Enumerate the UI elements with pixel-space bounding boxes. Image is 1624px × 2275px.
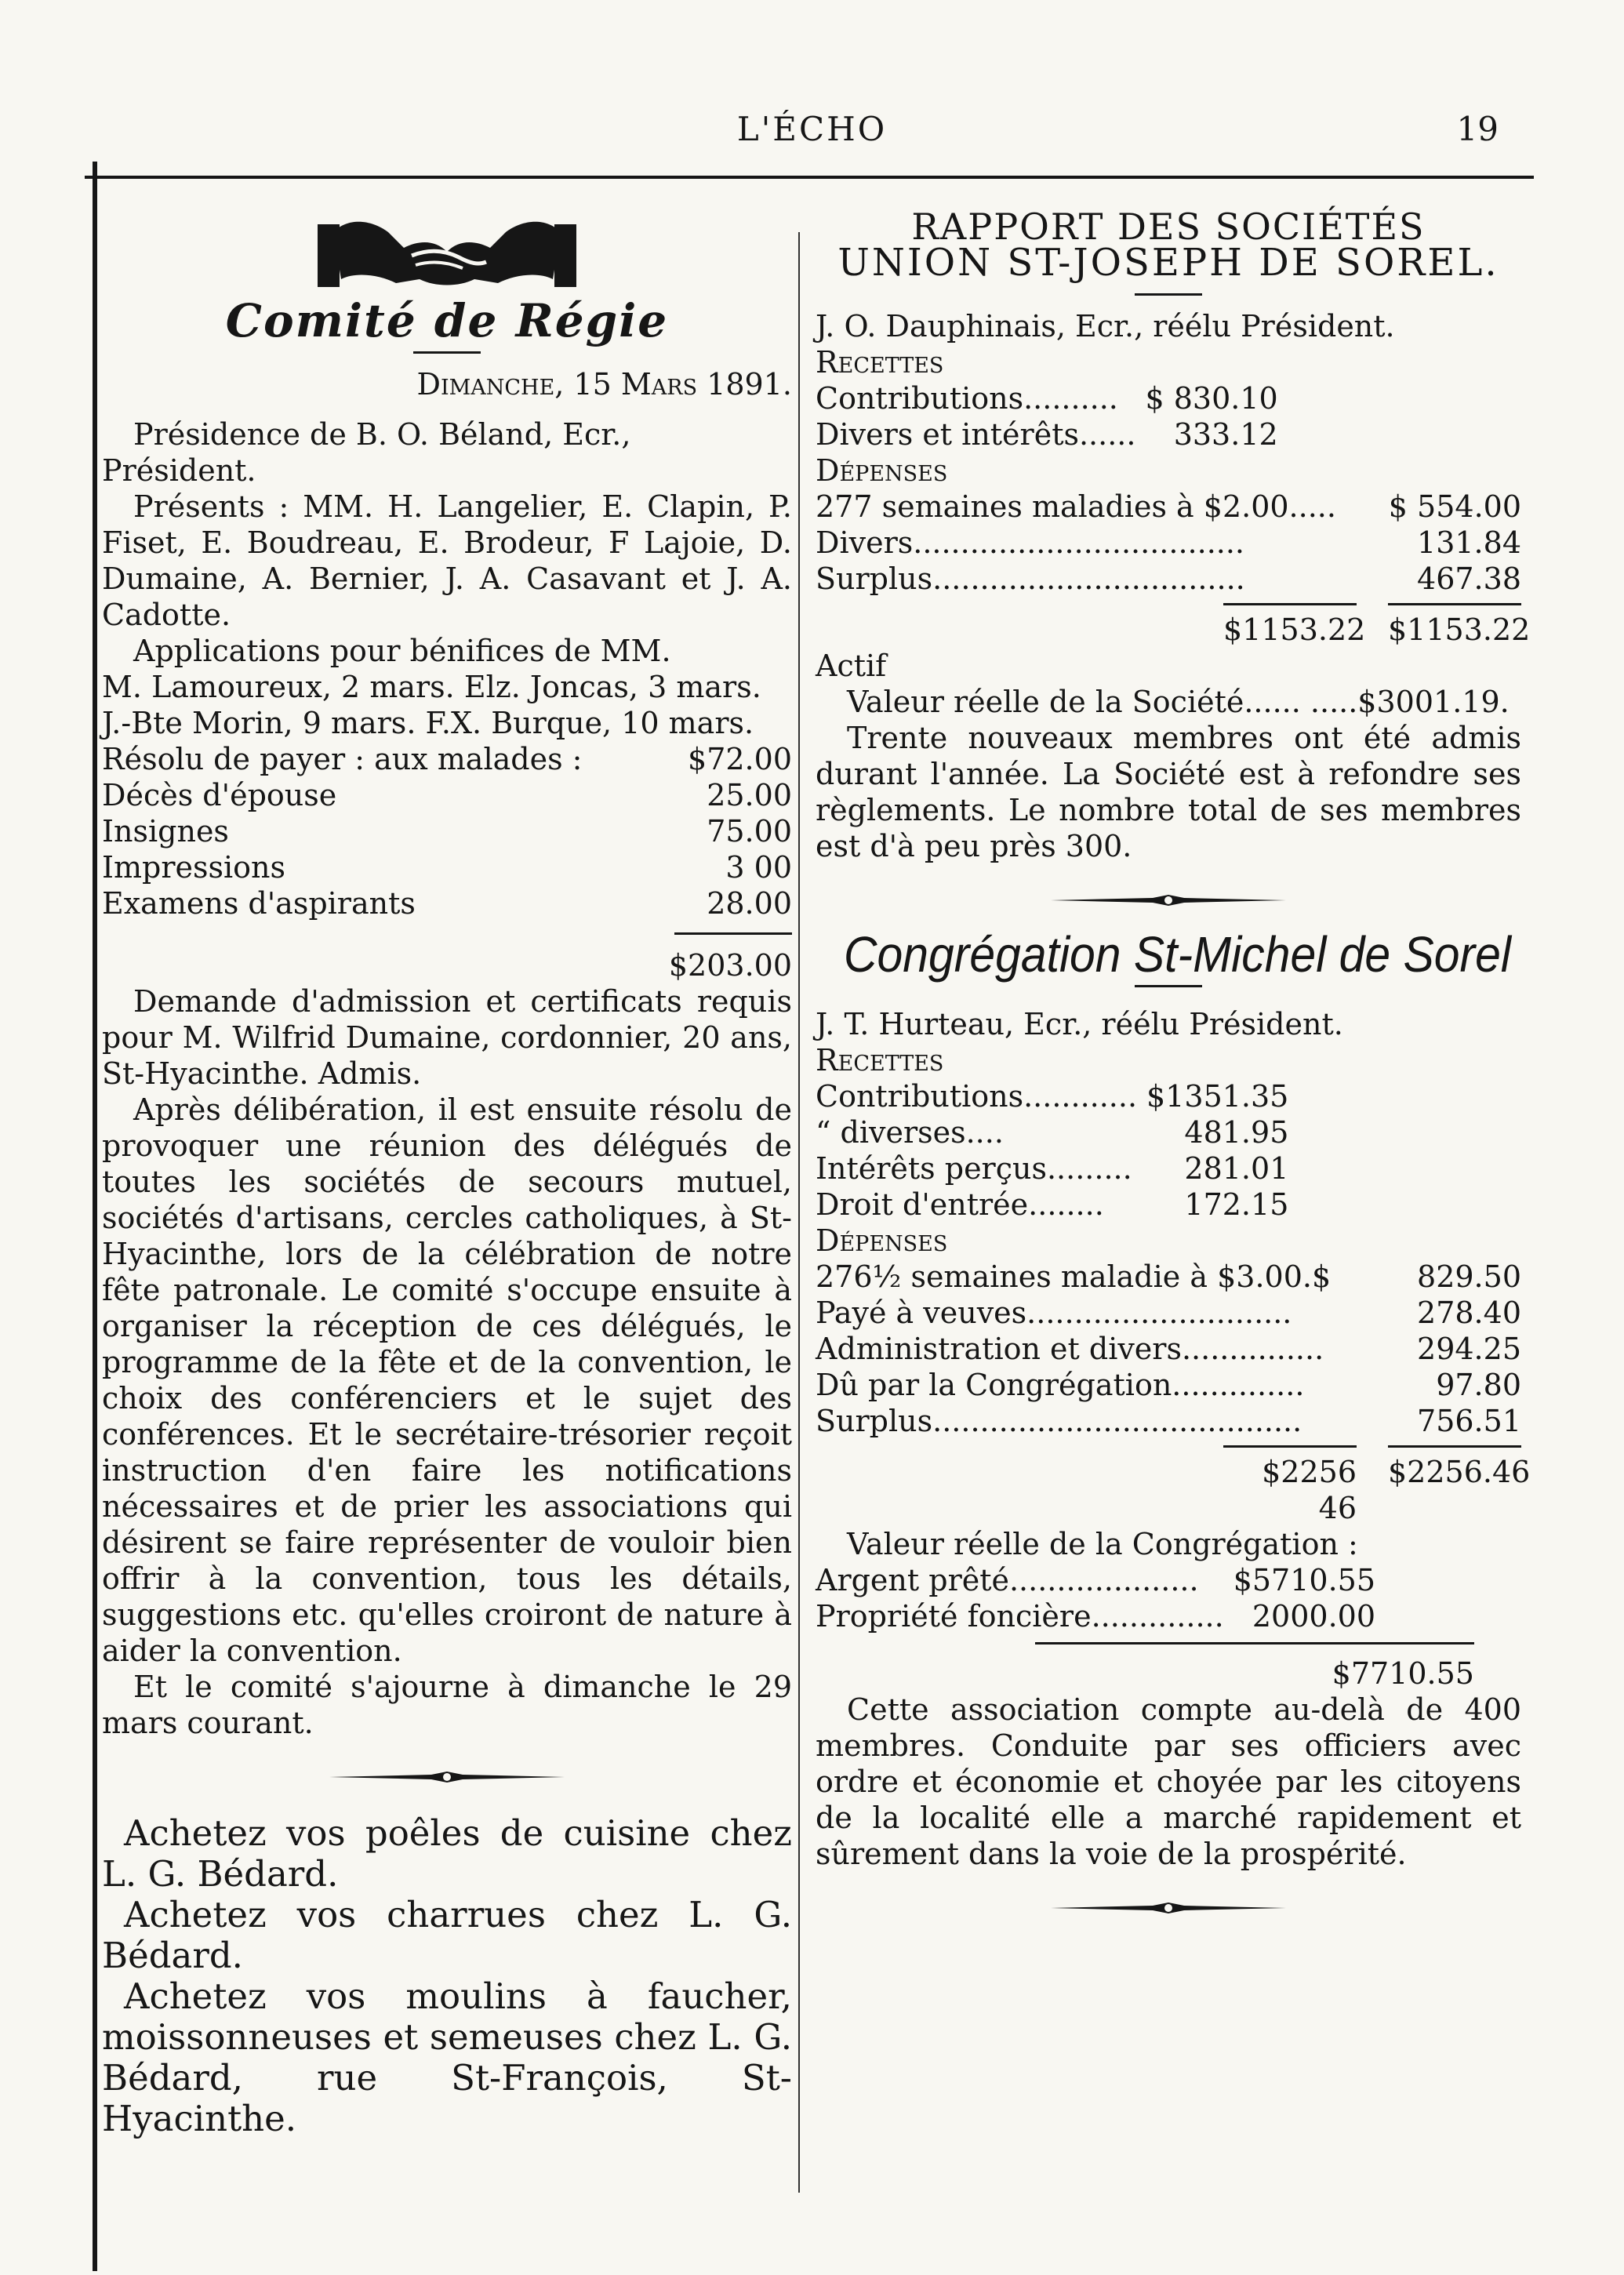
- table-row: Dû par la Congrégation.............. 97.80: [816, 1368, 1521, 1402]
- ad-mowers: Achetez vos moulins à faucher, moissonneuses et semeuses chez L. G. Bédard, rue St-François, St-Hyacinthe.: [102, 1975, 792, 2139]
- ad-ploughs: Achetez vos charrues chez L. G. Bédard.: [102, 1894, 792, 1976]
- ad-stoves: Achetez vos poêles de cuisine chez L. G. Bédard.: [102, 1812, 792, 1895]
- union-recettes-label: Recettes: [816, 345, 944, 380]
- admission-paragraph: Demande d'admission et certificats requis pour M. Wilfrid Dumaine, cordonnier, 20 ans, St-Hyacinthe. Admis.: [102, 984, 792, 1091]
- applicants-line-1: M. Lamoureux, 2 mars. Elz. Joncas, 3 mars.: [102, 670, 761, 704]
- ornament-divider-icon: [1051, 892, 1286, 908]
- table-row: Examens d'aspirants 28.00: [102, 886, 792, 921]
- sum-rule: [1035, 1642, 1474, 1644]
- actif-label: Actif: [816, 649, 887, 683]
- table-row: Insignes 75.00: [102, 814, 792, 849]
- congregation-total-debit: $2256 46: [1223, 1445, 1357, 1526]
- table-row: Argent prêté.................... $5710.55: [816, 1563, 1376, 1597]
- table-row: 276½ semaines maladie à $3.00.$ 829.50: [816, 1259, 1521, 1294]
- table-row: “ diverses.... 481.95: [816, 1115, 1289, 1150]
- header-rule: [85, 176, 1534, 179]
- congregation-totals: [816, 1445, 1531, 1526]
- table-row: Surplus....................................... 756.51: [816, 1404, 1521, 1438]
- journal-title: L'ÉCHO: [736, 110, 888, 148]
- table-row: Divers et intérêts...... 333.12: [816, 417, 1278, 452]
- congregation-recettes-label: Recettes: [816, 1043, 944, 1078]
- right-column: [816, 205, 1531, 1944]
- title-rule: [413, 351, 481, 354]
- table-row: Administration et divers............... 294.25: [816, 1332, 1521, 1366]
- ornament-divider-icon: [1051, 1900, 1286, 1916]
- title-rule: [1135, 985, 1202, 987]
- payments-table: [102, 741, 792, 921]
- page-number: 19: [1456, 110, 1499, 148]
- union-depenses-table: [816, 489, 1521, 597]
- table-row: Résolu de payer : aux malades : $72.00: [102, 742, 792, 776]
- title-rule: [1135, 293, 1202, 296]
- table-row: Impressions 3 00: [102, 850, 792, 885]
- table-row: Payé à veuves............................ 278.40: [816, 1296, 1521, 1330]
- congregation-president: J. T. Hurteau, Ecr., réélu Président.: [816, 1007, 1343, 1041]
- committee-title: Comité de Régie: [225, 294, 669, 347]
- union-total-credit: $1153.22: [1388, 603, 1521, 648]
- congregation-total-credit: $2256.46: [1388, 1445, 1521, 1526]
- union-recettes-table: [816, 380, 1278, 452]
- handshake-emblem-icon: [318, 209, 576, 303]
- union-total-debit: $1153.22: [1223, 603, 1357, 648]
- table-row: Droit d'entrée........ 172.15: [816, 1187, 1289, 1222]
- union-paragraph: Trente nouveaux membres ont été admis durant l'année. La Société est à refondre ses règlements. Le nombre total de ses membres est d'à peu près 300.: [816, 721, 1521, 863]
- congregation-depenses-table: [816, 1259, 1521, 1439]
- adjournment-paragraph: Et le comité s'ajourne à dimanche le 29 mars courant.: [102, 1670, 792, 1740]
- congregation-valeur-label: Valeur réelle de la Congrégation :: [847, 1527, 1358, 1561]
- sum-rule: [674, 932, 792, 935]
- table-row: Contributions.......... $ 830.10: [816, 381, 1278, 416]
- societies-heading: RAPPORT DES SOCIÉTÉS: [911, 205, 1426, 248]
- meeting-date: Dimanche, 15 Mars 1891.: [416, 367, 792, 402]
- congregation-depenses-label: Dépenses: [816, 1223, 948, 1258]
- table-row: Divers................................... 131.84: [816, 525, 1521, 560]
- table-row: Intérêts perçus......... 281.01: [816, 1151, 1289, 1186]
- deliberation-paragraph: Après délibération, il est ensuite résolu de provoquer une réunion des délégués de toutes les sociétés de secours mutuel, sociétés d'artisans, cercles catholiques, à St-Hyacinthe, lors de la célébration de notre fête patronale. Le comité s'occupe ensuite à organiser la réception de ces délégués, le programme de la fête et de la convention, le choix des conférenciers et le sujet des conférences. Et le secrétaire-trésorier reçoit instruction d'en faire les notifications nécessaires et de prier les associations qui désirent se faire représenter de vouloir bien offrir à la convention, tous les détails, suggestions etc. qu'elles croiront de nature à aider la convention.: [102, 1092, 792, 1668]
- congregation-total: $7710.55: [1332, 1656, 1474, 1691]
- union-president: J. O. Dauphinais, Ecr., réélu Président.: [816, 309, 1395, 343]
- applications-line: Applications pour bénifices de MM.: [133, 634, 671, 668]
- table-row: Décès d'épouse 25.00: [102, 778, 792, 812]
- column-divider: [798, 232, 800, 2193]
- payments-total: $203.00: [668, 948, 792, 983]
- congregation-valeur-table: [816, 1562, 1375, 1634]
- union-totals: [816, 603, 1531, 648]
- ornament-divider-icon: [329, 1769, 565, 1785]
- table-row: Propriété foncière.............. 2000.00: [816, 1599, 1376, 1634]
- congregation-title: Congrégation St-Michel de Sorel: [844, 926, 1511, 983]
- attendees-paragraph: Présents : MM. H. Langelier, E. Clapin, P. Fiset, E. Boudreau, E. Brodeur, F Lajoie, D. Dumaine, A. Bernier, J. A. Casavant et J. A. Cadotte.: [102, 489, 792, 632]
- applicants-line-2: J.-Bte Morin, 9 mars. F.X. Burque, 10 mars.: [102, 706, 754, 740]
- congregation-recettes-table: [816, 1078, 1288, 1223]
- left-column: [102, 209, 792, 2139]
- union-title: UNION ST-JOSEPH DE SOREL.: [837, 241, 1499, 285]
- union-valeur: Valeur réelle de la Société...... .....$3001.19.: [847, 685, 1510, 719]
- congregation-paragraph: Cette association compte au-delà de 400 membres. Conduite par ses officiers avec ordre et économie et choyée par les citoyens de la localité elle a marché rapidement et sûrement dans la voie de la prospérité.: [816, 1692, 1521, 1871]
- presidency-line: Présidence de B. O. Béland, Ecr., Président.: [102, 417, 631, 488]
- left-margin-rule: [93, 162, 97, 2271]
- table-row: Surplus................................. 467.38: [816, 561, 1521, 596]
- table-row: Contributions............ $1351.35: [816, 1079, 1289, 1114]
- advertisements: [102, 1813, 792, 2139]
- union-depenses-label: Dépenses: [816, 453, 948, 488]
- table-row: 277 semaines maladies à $2.00..... $ 554.00: [816, 489, 1521, 524]
